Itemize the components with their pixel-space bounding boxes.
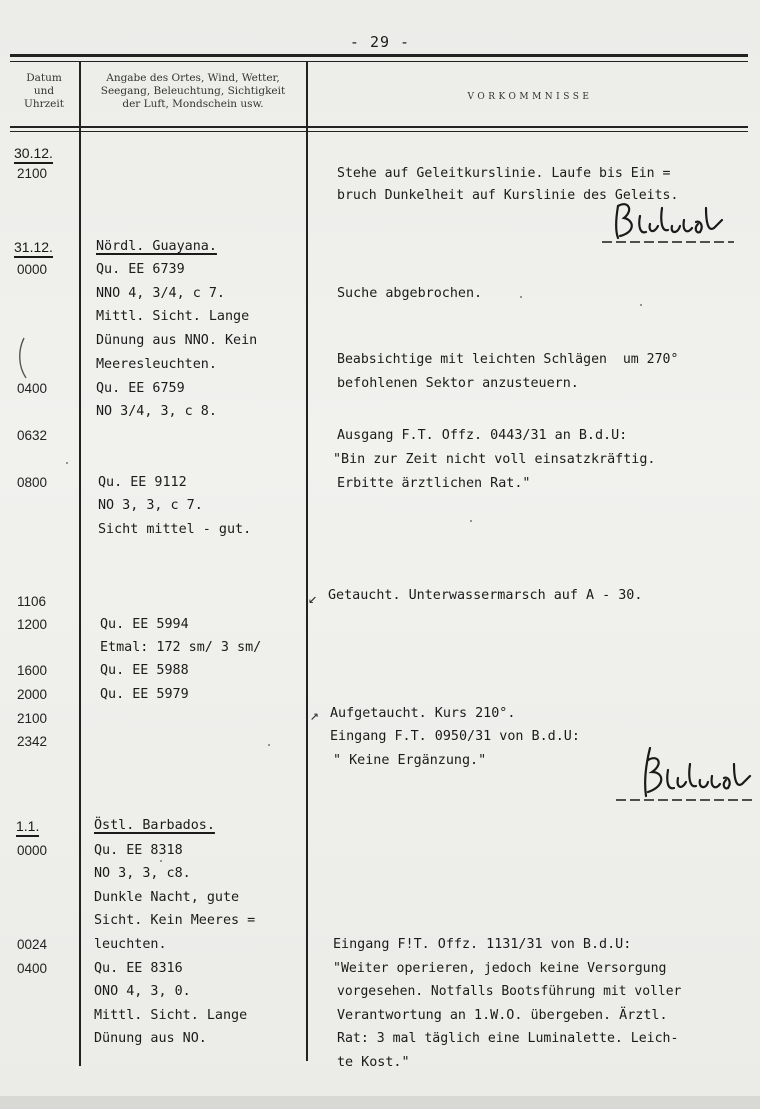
event-line: " Keine Ergänzung." [333, 753, 487, 768]
header-location [82, 72, 304, 111]
time-entry: 2100 [17, 711, 48, 726]
column-divider-2 [306, 61, 308, 1061]
speck [268, 744, 270, 746]
event-line: te Kost." [337, 1055, 410, 1070]
date-entry: 30.12. [14, 145, 53, 164]
signature [612, 742, 757, 808]
location-line: NO 3/4, 3, c 8. [96, 404, 217, 419]
event-line: Stehe auf Geleitkurslinie. Laufe bis Ein = [337, 166, 671, 181]
margin-arrow-mark: ↙ [308, 589, 318, 607]
time-entry: 0400 [17, 381, 48, 396]
header-location-line: Seegang, Beleuchtung, Sichtigkeit [100, 85, 286, 97]
location-line: leuchten. [94, 937, 167, 952]
location-line: Qu. EE 8316 [94, 961, 183, 976]
signature [588, 198, 738, 250]
speck [640, 304, 642, 306]
location-line: Mittl. Sicht. Lange [94, 1008, 248, 1023]
time-entry: 1106 [17, 594, 47, 609]
location-line: Qu. EE 6759 [96, 381, 185, 396]
time-entry: 0632 [17, 428, 48, 443]
event-line: Eingang F.T. 0950/31 von B.d.U: [330, 729, 580, 744]
header-and-label: und [33, 85, 55, 97]
time-entry: 0000 [17, 262, 48, 277]
event-line: "Bin zur Zeit nicht voll einsatzkräftig. [333, 452, 656, 467]
header-location-line: Angabe des Ortes, Wind, Wetter, [106, 72, 280, 84]
location-line: Dünung aus NO. [94, 1031, 207, 1046]
margin-arrow-mark: ↗ [310, 706, 320, 724]
speck [160, 860, 162, 862]
stray-mark [12, 336, 32, 382]
event-line: vorgesehen. Notfalls Bootsführung mit voller [337, 984, 682, 999]
event-line: Eingang F!T. Offz. 1131/31 von B.d.U: [333, 937, 632, 952]
event-line: Verantwortung an 1.W.O. übergeben. Ärztl. [337, 1008, 668, 1023]
time-entry: 0000 [17, 843, 48, 858]
speck [470, 520, 472, 522]
location-line: NNO 4, 3/4, c 7. [96, 286, 225, 301]
time-entry: 0024 [17, 937, 48, 952]
time-entry: 2342 [17, 734, 48, 749]
header-date-time [10, 72, 78, 111]
location-line: Meeresleuchten. [96, 357, 217, 372]
location-line: Qu. EE 5988 [100, 663, 189, 678]
event-line: Beabsichtige mit leichten Schlägen um 270° [337, 352, 679, 367]
speck [520, 296, 522, 298]
location-line: ONO 4, 3, 0. [94, 984, 191, 999]
location-line: Etmal: 172 sm/ 3 sm/ [100, 640, 262, 655]
page-number: - 29 - [349, 33, 411, 51]
event-line: Getaucht. Unterwassermarsch auf A - 30. [328, 588, 643, 603]
location-line: Nördl. Guayana. [96, 239, 217, 254]
location-line: Qu. EE 5994 [100, 617, 189, 632]
header-events: VORKOMMNISSE [467, 92, 593, 102]
location-line: Sicht. Kein Meeres = [94, 913, 256, 928]
date-entry: 1.1. [16, 818, 39, 837]
event-line: befohlenen Sektor anzusteuern. [337, 376, 579, 391]
time-entry: 2100 [17, 166, 48, 181]
event-line: Aufgetaucht. Kurs 210°. [330, 706, 516, 721]
time-entry: 2000 [17, 687, 48, 702]
location-line: NO 3, 3, c8. [94, 866, 191, 881]
header-location-line: der Luft, Mondschein usw. [122, 98, 264, 110]
header-top-rule-thin [10, 61, 748, 62]
header-top-rule [10, 54, 748, 57]
event-line: bruch Dunkelheit auf Kurslinie des Geleits. [337, 188, 679, 203]
location-line: Qu. EE 5979 [100, 687, 189, 702]
location-line: Östl. Barbados. [94, 818, 215, 833]
event-line: Ausgang F.T. Offz. 0443/31 an B.d.U: [337, 428, 628, 443]
event-line: Rat: 3 mal täglich eine Luminalette. Leich- [337, 1031, 679, 1046]
time-entry: 0800 [17, 475, 48, 490]
location-line: Qu. EE 9112 [98, 475, 187, 490]
location-line: Dünung aus NNO. Kein [96, 333, 258, 348]
bottom-edge [0, 1096, 760, 1109]
header-date-label: Datum [26, 72, 62, 84]
header-bottom-rule-thin [10, 131, 748, 132]
location-line: Mittl. Sicht. Lange [96, 309, 250, 324]
location-line: Sicht mittel - gut. [98, 522, 252, 537]
column-divider-1 [79, 61, 81, 1066]
speck [66, 462, 68, 464]
time-entry: 1600 [17, 663, 48, 678]
header-bottom-rule [10, 126, 748, 128]
event-line: "Weiter operieren, jedoch keine Versorgung [333, 961, 667, 976]
location-line: Dunkle Nacht, gute [94, 890, 240, 905]
event-line: Suche abgebrochen. [337, 286, 483, 301]
location-line: Qu. EE 6739 [96, 262, 185, 277]
event-line: Erbitte ärztlichen Rat." [337, 476, 531, 491]
time-entry: 0400 [17, 961, 48, 976]
header-time-label: Uhrzeit [24, 98, 64, 110]
time-entry: 1200 [17, 617, 48, 632]
date-entry: 31.12. [14, 239, 53, 258]
location-line: NO 3, 3, c 7. [98, 498, 203, 513]
location-line: Qu. EE 8318 [94, 843, 183, 858]
